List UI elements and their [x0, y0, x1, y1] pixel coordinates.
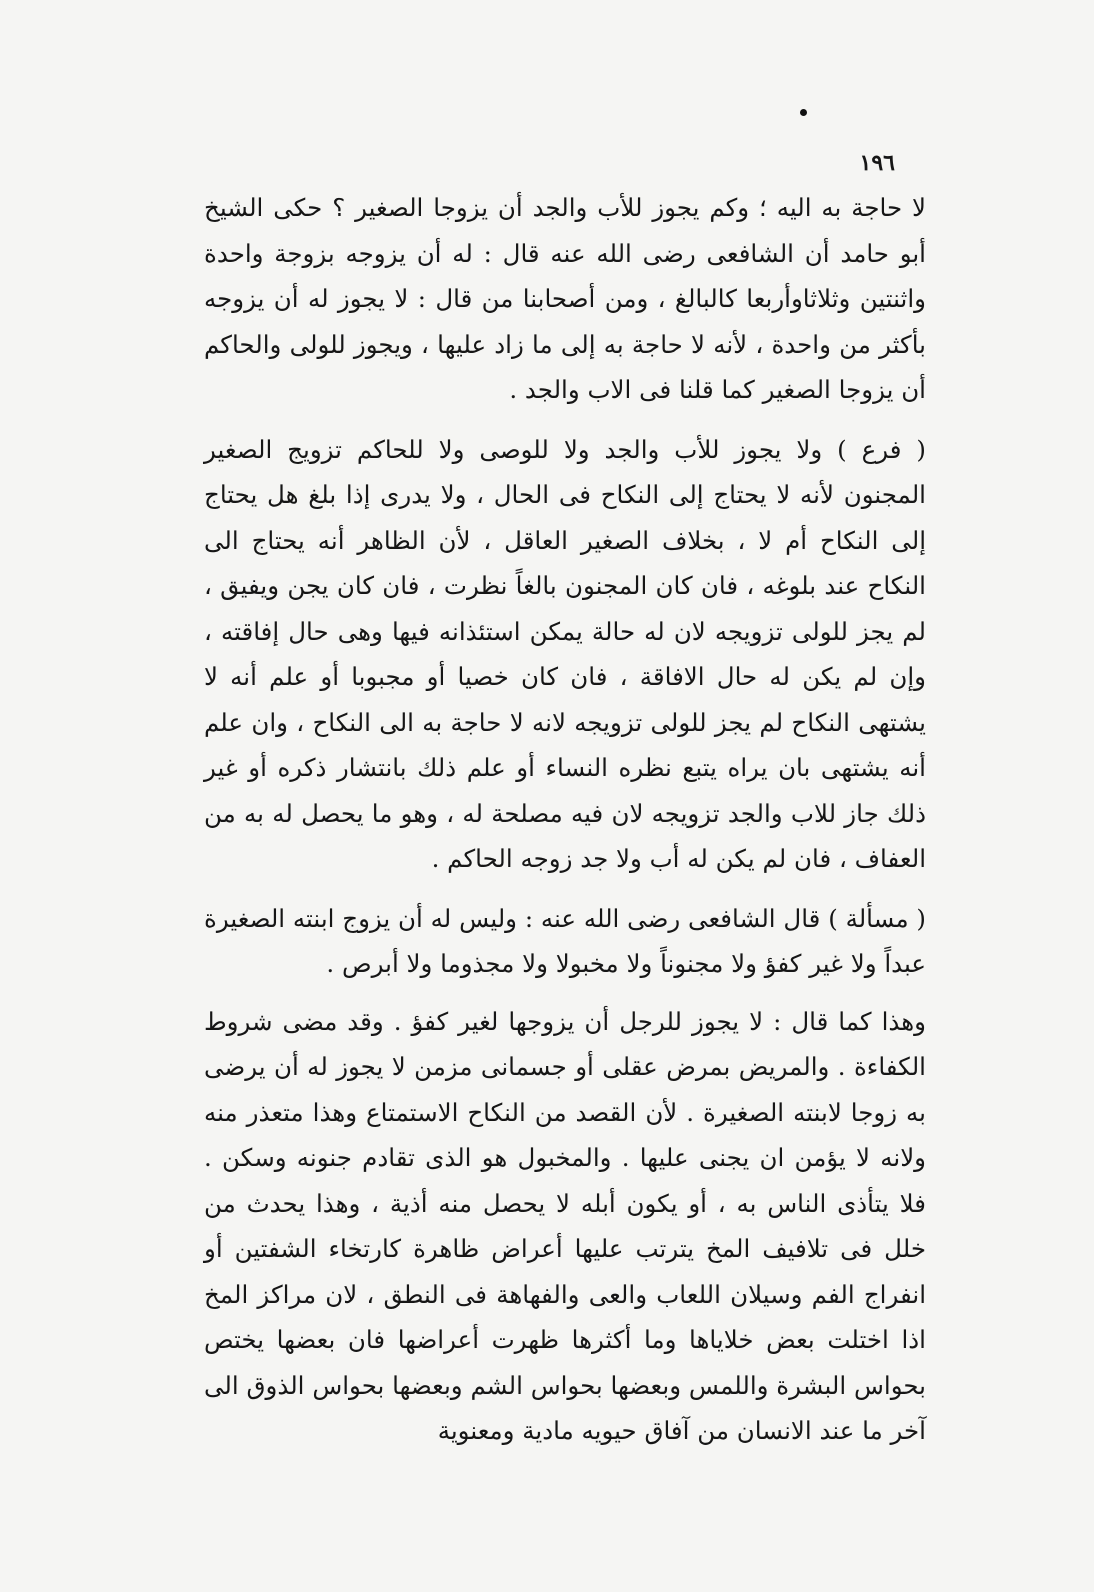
paragraph-4: وهذا كما قال : لا يجوز للرجل أن يزوجها لغير كفؤ . وقد مضى شروط الكفاءة . والمريض بمرض عقلى أو جسمانى مزمن لا يجوز له أن يرضى به زوجا لابنته الصغيرة . لأن القصد من النكاح الاستمتاع وهذا متعذر منه ولانه لا يؤمن ان يجنى عليها . والمخبول هو الذى تقادم جنونه وسكن . فلا يتأذى الناس به ، أو يكون أبله لا يحصل منه أذية ، وهذا يحدث من خلل فى تلافيف المخ يترتب عليها أعراض ظاهرة كارتخاء الشفتين أو انفراج الفم وسيلان اللعاب والعى والفهاهة فى النطق ، لان مراكز المخ اذا اختلت بعض خلاياها وما أكثرها ظهرت أعراضها فان بعضها يختص بحواس البشرة واللمس وبعضها بحواس الشم وبعضها بحواس الذوق الى آخر ما عند الانسان من آفاق حيويه مادية ومعنوية — [204, 1006, 926, 1445]
ink-speck — [800, 109, 807, 116]
paragraph-1: لا حاجة به اليه ؛ وكم يجوز للأب والجد أن يزوجا الصغير ؟ حكى الشيخ أبو حامد أن الشافعى رضى الله عنه قال : له أن يزوجه بزوجة واحدة واثنتين وثلاثاوأربعا كالبالغ ، ومن أصحابنا من قال : لا يجوز له أن يزوجه بأكثر من واحدة ، لأنه لا حاجة به إلى ما زاد عليها ، ويجوز للولى والحاكم أن يزوجا الصغير كما قلنا فى الاب والجد . — [204, 193, 926, 404]
paragraph-3: ( مسألة ) قال الشافعى رضى الله عنه : وليس له أن يزوج ابنته الصغيرة عبداً ولا غير كفؤ ولا مجنوناً ولا مخبولا ولا مجذوما ولا أبرص . — [204, 903, 926, 978]
page-number: ١٩٦ — [859, 150, 895, 176]
paragraph-2: ( فرع ) ولا يجوز للأب والجد ولا للوصى ولا للحاكم تزويج الصغير المجنون لأنه لا يحتاج إلى النكاح فى الحال ، ولا يدرى إذا بلغ هل يحتاج إلى النكاح أم لا ، بخلاف الصغير العاقل ، لأن الظاهر أنه يحتاج الى النكاح عند بلوغه ، فان كان المجنون بالغاً نظرت ، فان كان يجن ويفيق ، لم يجز للولى تزويجه لان له حالة يمكن استئذانه فيها وهى حال إفاقته ، وإن لم يكن له حال الافاقة ، فان كان خصيا أو مجبوبا أو علم أنه لا يشتهى النكاح لم يجز للولى تزويجه لانه لا حاجة به الى النكاح ، وان علم أنه يشتهى بان يراه يتبع نظره النساء أو علم ذلك بانتشار ذكره أو غير ذلك جاز للاب والجد تزويجه لان فيه مصلحة له ، وهو ما يحصل له به من العفاف ، فان لم يكن له أب ولا جد زوجه الحاكم . — [204, 434, 926, 873]
body-text — [204, 185, 926, 1454]
